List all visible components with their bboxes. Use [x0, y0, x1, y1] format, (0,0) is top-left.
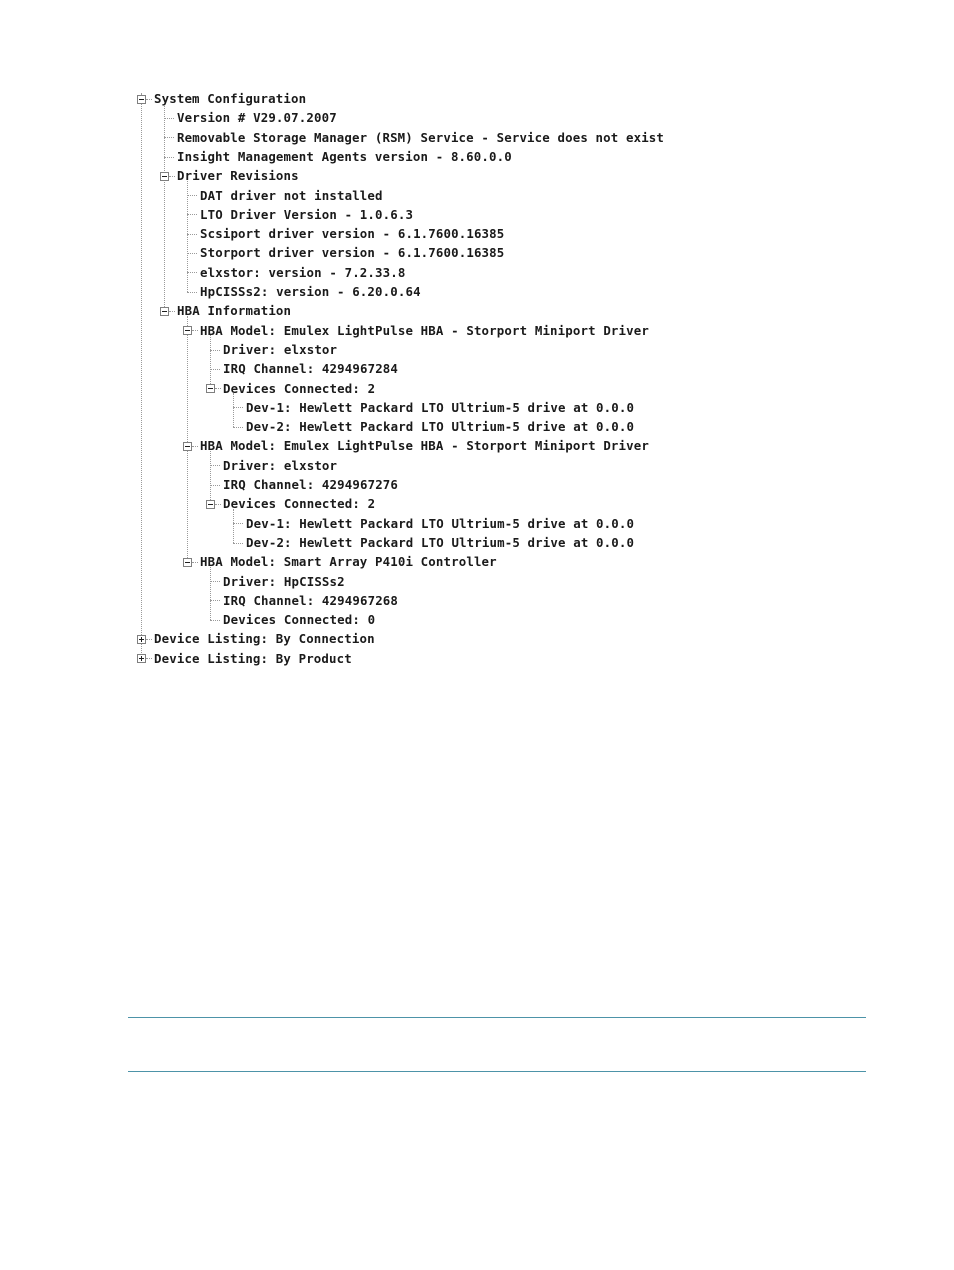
- tree-connector: [215, 388, 221, 389]
- tree-connector: [210, 369, 220, 370]
- tree-node-rsm-service[interactable]: Removable Storage Manager (RSM) Service - Service does not exist: [177, 130, 665, 145]
- tree-connector: [146, 639, 152, 640]
- minus-box-icon[interactable]: [183, 558, 192, 567]
- tree-node-lto-driver[interactable]: LTO Driver Version - 1.0.6.3: [200, 207, 414, 222]
- tree-node-hba-1-devices[interactable]: Devices Connected: 2: [223, 381, 376, 396]
- tree-connector: [187, 253, 197, 254]
- tree-node-device-listing-connection[interactable]: Device Listing: By Connection: [154, 631, 375, 646]
- tree-guide-hba-1: [210, 335, 211, 388]
- tree-node-hba-1[interactable]: HBA Model: Emulex LightPulse HBA - Storport Miniport Driver: [200, 323, 649, 338]
- tree-node-version[interactable]: Version # V29.07.2007: [177, 110, 337, 125]
- tree-connector: [210, 581, 220, 582]
- tree-connector: [233, 407, 243, 408]
- minus-box-icon[interactable]: [137, 95, 146, 104]
- tree-node-scsiport-driver[interactable]: Scsiport driver version - 6.1.7600.16385: [200, 226, 505, 241]
- tree-node-hba-1-driver[interactable]: Driver: elxstor: [223, 342, 338, 357]
- tree-guide-root: [141, 93, 142, 659]
- tree-connector: [210, 600, 220, 601]
- tree-node-elxstor-version[interactable]: elxstor: version - 7.2.33.8: [200, 265, 406, 280]
- minus-box-icon[interactable]: [183, 442, 192, 451]
- minus-box-icon[interactable]: [206, 500, 215, 509]
- minus-box-icon[interactable]: [183, 326, 192, 335]
- divider-bottom: [128, 1071, 866, 1072]
- tree-node-hba-2-devices[interactable]: Devices Connected: 2: [223, 496, 376, 511]
- tree-connector: [169, 176, 175, 177]
- tree-connector: [210, 465, 220, 466]
- tree-guide-hba-1-devices: [233, 393, 234, 427]
- tree-connector: [169, 311, 175, 312]
- tree-node-hba-2-driver[interactable]: Driver: elxstor: [223, 458, 338, 473]
- tree-node-hba-3-driver[interactable]: Driver: HpCISSs2: [223, 574, 345, 589]
- tree-connector: [164, 118, 174, 119]
- tree-connector: [210, 350, 220, 351]
- minus-box-icon[interactable]: [160, 172, 169, 181]
- tree-node-insight-agents[interactable]: Insight Management Agents version - 8.60.0.0: [177, 149, 512, 164]
- tree-node-hba-2[interactable]: HBA Model: Emulex LightPulse HBA - Storport Miniport Driver: [200, 438, 649, 453]
- tree-connector: [187, 272, 197, 273]
- tree-connector: [187, 292, 197, 293]
- plus-box-icon[interactable]: [137, 654, 146, 663]
- tree-connector: [210, 620, 220, 621]
- tree-node-hba-3-irq[interactable]: IRQ Channel: 4294967268: [223, 593, 399, 608]
- tree-node-hba-1-irq[interactable]: IRQ Channel: 4294967284: [223, 361, 399, 376]
- tree-node-hba-2-dev-2[interactable]: Dev-2: Hewlett Packard LTO Ultrium-5 drive at 0.0.0: [246, 535, 635, 550]
- tree-connector: [192, 562, 198, 563]
- divider-top: [128, 1017, 866, 1018]
- tree-guide-system-configuration: [164, 104, 165, 311]
- tree-connector: [146, 658, 152, 659]
- tree-node-hba-1-dev-2[interactable]: Dev-2: Hewlett Packard LTO Ultrium-5 drive at 0.0.0: [246, 419, 635, 434]
- tree-guide-driver-revisions: [187, 181, 188, 292]
- tree-connector: [233, 523, 243, 524]
- tree-node-storport-driver[interactable]: Storport driver version - 6.1.7600.16385: [200, 245, 505, 260]
- tree-node-driver-revisions[interactable]: Driver Revisions: [177, 168, 299, 183]
- tree-connector: [233, 427, 243, 428]
- tree-node-hba-2-irq[interactable]: IRQ Channel: 4294967276: [223, 477, 399, 492]
- tree-connector: [192, 330, 198, 331]
- tree-node-system-configuration[interactable]: System Configuration: [154, 91, 307, 106]
- tree-connector: [192, 446, 198, 447]
- tree-connector: [187, 195, 197, 196]
- tree-node-hba-3-devices[interactable]: Devices Connected: 0: [223, 612, 376, 627]
- minus-box-icon[interactable]: [206, 384, 215, 393]
- plus-box-icon[interactable]: [137, 635, 146, 644]
- tree-node-hba-1-dev-1[interactable]: Dev-1: Hewlett Packard LTO Ultrium-5 drive at 0.0.0: [246, 400, 635, 415]
- tree-node-hpcisss2-version[interactable]: HpCISSs2: version - 6.20.0.64: [200, 284, 421, 299]
- tree-guide-hba-information: [187, 316, 188, 562]
- tree-connector: [187, 234, 197, 235]
- tree-node-dat-driver[interactable]: DAT driver not installed: [200, 188, 383, 203]
- tree-node-hba-information[interactable]: HBA Information: [177, 303, 292, 318]
- tree-connector: [164, 157, 174, 158]
- tree-connector: [233, 543, 243, 544]
- tree-connector: [164, 137, 174, 138]
- tree-connector: [146, 99, 152, 100]
- tree-guide-hba-3: [210, 567, 211, 620]
- minus-box-icon[interactable]: [160, 307, 169, 316]
- tree-node-hba-2-dev-1[interactable]: Dev-1: Hewlett Packard LTO Ultrium-5 drive at 0.0.0: [246, 516, 635, 531]
- tree-guide-hba-2: [210, 451, 211, 504]
- tree-connector: [215, 504, 221, 505]
- tree-guide-hba-2-devices: [233, 509, 234, 543]
- tree-connector: [187, 214, 197, 215]
- tree-connector: [210, 485, 220, 486]
- tree-node-hba-3[interactable]: HBA Model: Smart Array P410i Controller: [200, 554, 497, 569]
- tree-node-device-listing-product[interactable]: Device Listing: By Product: [154, 651, 352, 666]
